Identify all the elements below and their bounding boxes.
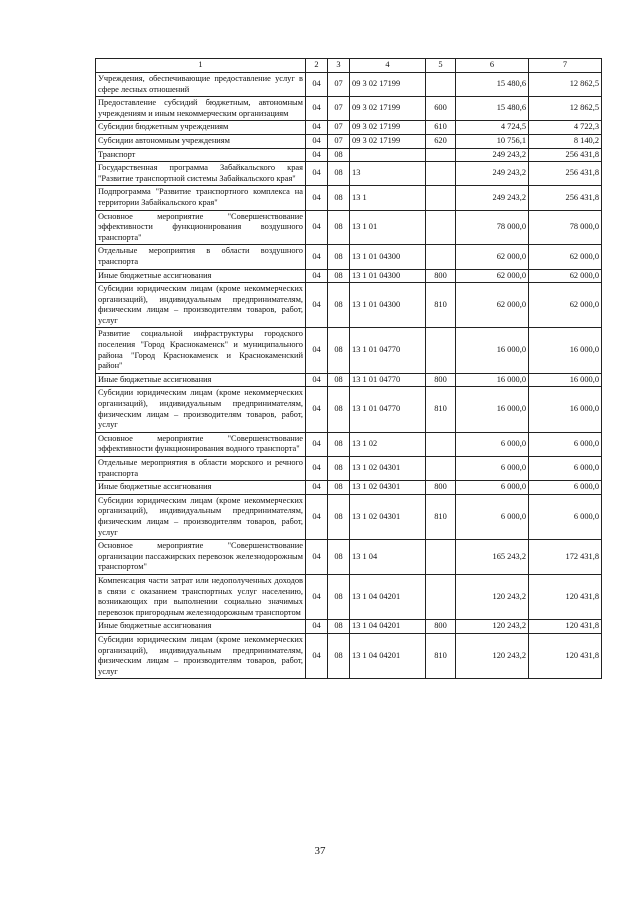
expense-type-cell: 600 xyxy=(426,97,456,121)
subsection-code-cell: 08 xyxy=(328,162,350,186)
amount-year-2-cell: 78 000,0 xyxy=(529,210,602,245)
expense-type-cell: 800 xyxy=(426,269,456,283)
table-row xyxy=(96,186,602,210)
table-row xyxy=(96,162,602,186)
item-name-cell: Учреждения, обеспечивающие предоставление услуг в сфере лесных отношений xyxy=(96,73,306,97)
table-row xyxy=(96,210,602,245)
amount-year-1-cell: 4 724,5 xyxy=(456,121,529,135)
amount-year-1-cell: 15 480,6 xyxy=(456,73,529,97)
section-code-cell: 04 xyxy=(306,148,328,162)
table-row xyxy=(96,134,602,148)
expense-type-cell xyxy=(426,162,456,186)
subsection-code-cell: 07 xyxy=(328,121,350,135)
expense-type-cell xyxy=(426,540,456,575)
section-code-cell: 04 xyxy=(306,73,328,97)
amount-year-2-cell: 6 000,0 xyxy=(529,432,602,456)
amount-year-1-cell: 249 243,2 xyxy=(456,186,529,210)
item-name-cell: Иные бюджетные ассигнования xyxy=(96,481,306,495)
item-name-cell: Субсидии юридическим лицам (кроме некоммерческих организаций), индивидуальным предпринимателям, физическим лицам – производителям товаров, работ, услуг xyxy=(96,387,306,432)
column-header: 4 xyxy=(350,59,426,73)
table-row xyxy=(96,540,602,575)
column-header: 7 xyxy=(529,59,602,73)
item-name-cell: Иные бюджетные ассигнования xyxy=(96,269,306,283)
item-name-cell: Транспорт xyxy=(96,148,306,162)
expense-type-cell: 810 xyxy=(426,283,456,328)
table-row xyxy=(96,73,602,97)
section-code-cell: 04 xyxy=(306,328,328,373)
expense-type-cell xyxy=(426,148,456,162)
amount-year-1-cell: 16 000,0 xyxy=(456,328,529,373)
amount-year-2-cell: 256 431,8 xyxy=(529,162,602,186)
expense-type-cell xyxy=(426,574,456,619)
subsection-code-cell: 07 xyxy=(328,134,350,148)
expense-type-cell xyxy=(426,432,456,456)
section-code-cell: 04 xyxy=(306,283,328,328)
table-row xyxy=(96,574,602,619)
amount-year-2-cell: 120 431,8 xyxy=(529,574,602,619)
target-article-cell: 13 1 01 04770 xyxy=(350,387,426,432)
amount-year-1-cell: 15 480,6 xyxy=(456,97,529,121)
amount-year-1-cell: 249 243,2 xyxy=(456,162,529,186)
section-code-cell: 04 xyxy=(306,481,328,495)
table-body xyxy=(96,73,602,679)
expense-type-cell: 610 xyxy=(426,121,456,135)
expense-type-cell: 800 xyxy=(426,481,456,495)
subsection-code-cell: 08 xyxy=(328,328,350,373)
expense-type-cell: 620 xyxy=(426,134,456,148)
subsection-code-cell: 08 xyxy=(328,245,350,269)
amount-year-1-cell: 6 000,0 xyxy=(456,457,529,481)
amount-year-2-cell: 6 000,0 xyxy=(529,481,602,495)
target-article-cell: 13 1 01 04300 xyxy=(350,283,426,328)
section-code-cell: 04 xyxy=(306,494,328,539)
target-article-cell: 13 1 04 04201 xyxy=(350,633,426,678)
table-row xyxy=(96,121,602,135)
amount-year-1-cell: 62 000,0 xyxy=(456,269,529,283)
target-article-cell: 13 1 01 04300 xyxy=(350,269,426,283)
subsection-code-cell: 08 xyxy=(328,186,350,210)
amount-year-1-cell: 120 243,2 xyxy=(456,620,529,634)
table-row xyxy=(96,494,602,539)
table-row xyxy=(96,387,602,432)
column-header: 6 xyxy=(456,59,529,73)
column-header: 5 xyxy=(426,59,456,73)
section-code-cell: 04 xyxy=(306,269,328,283)
amount-year-2-cell: 6 000,0 xyxy=(529,457,602,481)
amount-year-2-cell: 62 000,0 xyxy=(529,283,602,328)
amount-year-2-cell: 256 431,8 xyxy=(529,186,602,210)
subsection-code-cell: 08 xyxy=(328,269,350,283)
amount-year-1-cell: 6 000,0 xyxy=(456,481,529,495)
table-row xyxy=(96,97,602,121)
section-code-cell: 04 xyxy=(306,186,328,210)
table-row xyxy=(96,148,602,162)
amount-year-1-cell: 165 243,2 xyxy=(456,540,529,575)
item-name-cell: Предоставление субсидий бюджетным, автономным учреждениям и иным некоммерческим организациям xyxy=(96,97,306,121)
table-row xyxy=(96,633,602,678)
amount-year-2-cell: 8 140,2 xyxy=(529,134,602,148)
table-row xyxy=(96,620,602,634)
amount-year-1-cell: 16 000,0 xyxy=(456,373,529,387)
subsection-code-cell: 08 xyxy=(328,148,350,162)
table-header-row xyxy=(96,59,602,73)
amount-year-2-cell: 6 000,0 xyxy=(529,494,602,539)
section-code-cell: 04 xyxy=(306,574,328,619)
amount-year-2-cell: 62 000,0 xyxy=(529,245,602,269)
item-name-cell: Основное мероприятие "Совершенствование организации пассажирских перевозок железнодорожным транспортом" xyxy=(96,540,306,575)
section-code-cell: 04 xyxy=(306,210,328,245)
item-name-cell: Субсидии юридическим лицам (кроме некоммерческих организаций), индивидуальным предпринимателям, физическим лицам – производителям товаров, работ, услуг xyxy=(96,283,306,328)
column-header: 1 xyxy=(96,59,306,73)
item-name-cell: Компенсация части затрат или недополученных доходов в связи с оказанием транспортных услуг населению, возникающих при выполнении социально значимых перевозок пригородным железнодорожным транспортом xyxy=(96,574,306,619)
expense-type-cell: 800 xyxy=(426,620,456,634)
target-article-cell: 13 1 04 xyxy=(350,540,426,575)
subsection-code-cell: 08 xyxy=(328,540,350,575)
column-header: 3 xyxy=(328,59,350,73)
item-name-cell: Иные бюджетные ассигнования xyxy=(96,620,306,634)
amount-year-1-cell: 249 243,2 xyxy=(456,148,529,162)
expense-type-cell xyxy=(426,457,456,481)
expense-type-cell: 810 xyxy=(426,633,456,678)
subsection-code-cell: 08 xyxy=(328,494,350,539)
amount-year-2-cell: 12 862,5 xyxy=(529,73,602,97)
section-code-cell: 04 xyxy=(306,540,328,575)
item-name-cell: Субсидии юридическим лицам (кроме некоммерческих организаций), индивидуальным предпринимателям, физическим лицам – производителям товаров, работ, услуг xyxy=(96,494,306,539)
subsection-code-cell: 08 xyxy=(328,283,350,328)
target-article-cell: 13 1 01 04770 xyxy=(350,328,426,373)
amount-year-1-cell: 6 000,0 xyxy=(456,432,529,456)
table-row xyxy=(96,432,602,456)
expense-type-cell: 810 xyxy=(426,494,456,539)
amount-year-2-cell: 16 000,0 xyxy=(529,373,602,387)
target-article-cell: 09 3 02 17199 xyxy=(350,121,426,135)
item-name-cell: Субсидии бюджетным учреждениям xyxy=(96,121,306,135)
target-article-cell: 13 xyxy=(350,162,426,186)
table-row xyxy=(96,283,602,328)
subsection-code-cell: 08 xyxy=(328,373,350,387)
target-article-cell: 09 3 02 17199 xyxy=(350,134,426,148)
section-code-cell: 04 xyxy=(306,134,328,148)
table-row xyxy=(96,245,602,269)
amount-year-2-cell: 120 431,8 xyxy=(529,620,602,634)
section-code-cell: 04 xyxy=(306,373,328,387)
expense-type-cell xyxy=(426,186,456,210)
amount-year-1-cell: 120 243,2 xyxy=(456,574,529,619)
item-name-cell: Государственная программа Забайкальского края "Развитие транспортной системы Забайкальского края" xyxy=(96,162,306,186)
table-row xyxy=(96,269,602,283)
amount-year-1-cell: 10 756,1 xyxy=(456,134,529,148)
subsection-code-cell: 08 xyxy=(328,574,350,619)
table-row xyxy=(96,328,602,373)
amount-year-2-cell: 4 722,3 xyxy=(529,121,602,135)
item-name-cell: Отдельные мероприятия в области воздушного транспорта xyxy=(96,245,306,269)
expense-type-cell: 810 xyxy=(426,387,456,432)
item-name-cell: Подпрограмма "Развитие транспортного комплекса на территории Забайкальского края" xyxy=(96,186,306,210)
item-name-cell: Основное мероприятие "Совершенствование эффективности функционирования водного транспорта" xyxy=(96,432,306,456)
section-code-cell: 04 xyxy=(306,97,328,121)
subsection-code-cell: 08 xyxy=(328,210,350,245)
subsection-code-cell: 08 xyxy=(328,481,350,495)
subsection-code-cell: 08 xyxy=(328,457,350,481)
subsection-code-cell: 08 xyxy=(328,387,350,432)
amount-year-2-cell: 16 000,0 xyxy=(529,328,602,373)
expense-type-cell xyxy=(426,210,456,245)
amount-year-1-cell: 78 000,0 xyxy=(456,210,529,245)
section-code-cell: 04 xyxy=(306,245,328,269)
amount-year-2-cell: 12 862,5 xyxy=(529,97,602,121)
item-name-cell: Субсидии автономным учреждениям xyxy=(96,134,306,148)
section-code-cell: 04 xyxy=(306,387,328,432)
target-article-cell: 13 1 02 04301 xyxy=(350,457,426,481)
expense-type-cell xyxy=(426,245,456,269)
expense-type-cell: 800 xyxy=(426,373,456,387)
amount-year-2-cell: 172 431,8 xyxy=(529,540,602,575)
table-row xyxy=(96,481,602,495)
budget-table xyxy=(95,58,602,679)
amount-year-1-cell: 6 000,0 xyxy=(456,494,529,539)
subsection-code-cell: 07 xyxy=(328,97,350,121)
subsection-code-cell: 08 xyxy=(328,633,350,678)
expense-type-cell xyxy=(426,328,456,373)
amount-year-1-cell: 62 000,0 xyxy=(456,283,529,328)
target-article-cell: 13 1 01 xyxy=(350,210,426,245)
subsection-code-cell: 08 xyxy=(328,432,350,456)
expense-type-cell xyxy=(426,73,456,97)
target-article-cell: 09 3 02 17199 xyxy=(350,97,426,121)
subsection-code-cell: 08 xyxy=(328,620,350,634)
item-name-cell: Субсидии юридическим лицам (кроме некоммерческих организаций), индивидуальным предпринимателям, физическим лицам – производителям товаров, работ, услуг xyxy=(96,633,306,678)
section-code-cell: 04 xyxy=(306,432,328,456)
target-article-cell: 09 3 02 17199 xyxy=(350,73,426,97)
target-article-cell: 13 1 xyxy=(350,186,426,210)
amount-year-2-cell: 256 431,8 xyxy=(529,148,602,162)
section-code-cell: 04 xyxy=(306,457,328,481)
table-row xyxy=(96,373,602,387)
target-article-cell: 13 1 02 xyxy=(350,432,426,456)
table-row xyxy=(96,457,602,481)
amount-year-1-cell: 16 000,0 xyxy=(456,387,529,432)
page-number: 37 xyxy=(314,845,326,857)
target-article-cell: 13 1 04 04201 xyxy=(350,574,426,619)
subsection-code-cell: 07 xyxy=(328,73,350,97)
section-code-cell: 04 xyxy=(306,162,328,186)
target-article-cell xyxy=(350,148,426,162)
item-name-cell: Развитие социальной инфраструктуры городского поселения "Город Краснокаменск" и муниципального района "Город Краснокаменск и Краснокаменский район" xyxy=(96,328,306,373)
target-article-cell: 13 1 02 04301 xyxy=(350,494,426,539)
amount-year-1-cell: 62 000,0 xyxy=(456,245,529,269)
target-article-cell: 13 1 01 04770 xyxy=(350,373,426,387)
item-name-cell: Основное мероприятие "Совершенствование эффективности функционирования воздушного транспорта" xyxy=(96,210,306,245)
amount-year-2-cell: 16 000,0 xyxy=(529,387,602,432)
amount-year-1-cell: 120 243,2 xyxy=(456,633,529,678)
amount-year-2-cell: 62 000,0 xyxy=(529,269,602,283)
section-code-cell: 04 xyxy=(306,121,328,135)
item-name-cell: Иные бюджетные ассигнования xyxy=(96,373,306,387)
target-article-cell: 13 1 04 04201 xyxy=(350,620,426,634)
target-article-cell: 13 1 02 04301 xyxy=(350,481,426,495)
target-article-cell: 13 1 01 04300 xyxy=(350,245,426,269)
item-name-cell: Отдельные мероприятия в области морского и речного транспорта xyxy=(96,457,306,481)
amount-year-2-cell: 120 431,8 xyxy=(529,633,602,678)
section-code-cell: 04 xyxy=(306,620,328,634)
column-header: 2 xyxy=(306,59,328,73)
section-code-cell: 04 xyxy=(306,633,328,678)
